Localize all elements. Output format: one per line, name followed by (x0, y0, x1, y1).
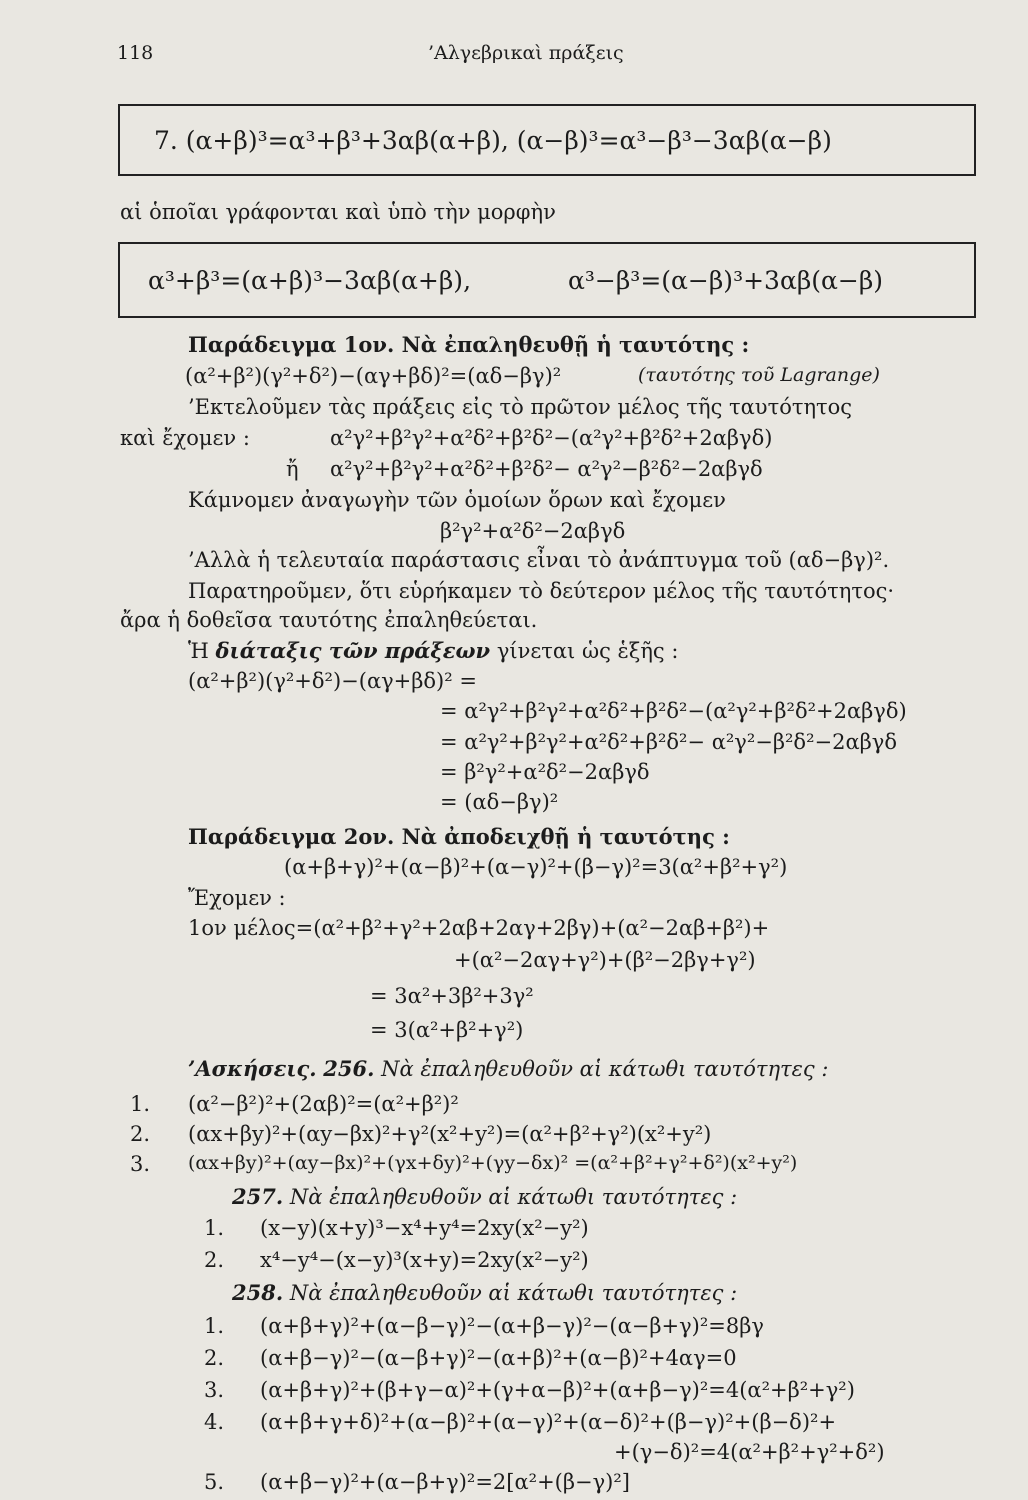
arrangement-line: (α²+β²)(γ²+δ²)−(αγ+βδ)² = (188, 669, 477, 693)
formula-box-sums (118, 242, 976, 318)
exercise-text: (x−y)(x+y)³−x⁴+y⁴=2xy(x²−y²) (260, 1216, 589, 1240)
exercise-text: (α+β+γ)²+(β+γ−α)²+(γ+α−β)²+(α+β−γ)²=4(α²+β²+γ²) (260, 1378, 855, 1402)
example1-text: καὶ ἔχομεν : (120, 426, 250, 450)
exercise-text: (α²−β²)²+(2αβ)²=(α²+β²)² (188, 1092, 459, 1116)
arrangement-intro-b: διάταξις τῶν πράξεων (215, 638, 491, 663)
exercise-number: 3. (204, 1378, 225, 1402)
exercise-text: (αx+βy)²+(αy−βx)²+γ²(x²+y²)=(α²+β²+γ²)(x²+y²) (188, 1122, 712, 1146)
page-number: 118 (117, 42, 154, 64)
example1-text: Κάμνομεν ἀναγωγὴν τῶν ὁμοίων ὅρων καὶ ἔχομεν (188, 488, 726, 512)
exercise-text: (α+β−γ)²−(α−β+γ)²−(α+β)²+(α−β)²+4αγ=0 (260, 1346, 737, 1370)
example1-text: Παρατηροῦμεν, ὅτι εὑρήκαμεν τὸ δεύτερον μέλος τῆς ταυτότητος· (188, 579, 895, 603)
example1-expression: β²γ²+α²δ²−2αβγδ (440, 519, 626, 543)
exercise-number: 1. (204, 1314, 225, 1338)
exercise-number: 4. (204, 1410, 225, 1434)
exercise-group-number: 257. (232, 1184, 284, 1209)
exercises-label: ’Ασκήσεις. (188, 1056, 317, 1081)
running-title: ’Αλγεβρικαὶ πράξεις (428, 42, 624, 64)
example1-text: ’Εκτελοῦμεν τὰς πράξεις εἰς τὸ πρῶτον μέλος τῆς ταυτότητος (188, 395, 853, 419)
formula-box-cubes (118, 104, 976, 176)
example2-line: = 3(α²+β²+γ²) (370, 1018, 524, 1042)
exercise-group-heading (232, 1186, 737, 1208)
example1-text: ἄρα ἡ δοθεῖσα ταυτότης ἐπαληθεύεται. (120, 608, 538, 632)
arrangement-line: = α²γ²+β²γ²+α²δ²+β²δ²−(α²γ²+β²δ²+2αβγδ) (440, 699, 907, 723)
arrangement-intro-a: Ἡ (188, 639, 209, 663)
formula-box-left: α³+β³=(α+β)³−3αβ(α+β), (148, 266, 472, 295)
exercise-text: (α+β+γ)²+(α−β−γ)²−(α+β−γ)²−(α−β+γ)²=8βγ (260, 1314, 764, 1338)
exercise-text: (α+β−γ)²+(α−β+γ)²=2[α²+(β−γ)²] (260, 1470, 630, 1494)
exercise-number: 1. (130, 1092, 151, 1116)
exercise-text: (α+β+γ+δ)²+(α−β)²+(α−γ)²+(α−δ)²+(β−γ)²+(β−δ)²+ (260, 1410, 837, 1434)
exercise-number: 2. (204, 1346, 225, 1370)
exercise-group-text: Νὰ ἐπαληθευθοῦν αἱ κάτωθι ταυτότητες : (289, 1185, 738, 1209)
exercise-group-number: 258. (232, 1280, 284, 1305)
exercise-group-heading (232, 1282, 737, 1304)
exercise-group-text: Νὰ ἐπαληθευθοῦν αἱ κάτωθι ταυτότητες : (289, 1281, 738, 1305)
arrangement-line: = β²γ²+α²δ²−2αβγδ (440, 760, 650, 784)
exercise-group-number: 256. (323, 1056, 375, 1081)
example1-text: ἤ (286, 457, 299, 481)
example1-heading: Παράδειγμα 1ον. Νὰ ἐπαληθευθῇ ἡ ταυτότης : (188, 332, 750, 357)
arrangement-intro-c: γίνεται ὡς ἑξῆς : (496, 639, 679, 663)
example1-identity: (α²+β²)(γ²+δ²)−(αγ+βδ)²=(αδ−βγ)² (185, 364, 562, 388)
example2-line: = 3α²+3β²+3γ² (370, 984, 534, 1008)
example2-heading: Παράδειγμα 2ον. Νὰ ἀποδειχθῇ ἡ ταυτότης : (188, 824, 730, 849)
example1-identity-note: (ταυτότης τοῦ Lagrange) (638, 364, 880, 386)
arrangement-intro (188, 640, 678, 662)
arrangement-line: = α²γ²+β²γ²+α²δ²+β²δ²− α²γ²−β²δ²−2αβγδ (440, 730, 897, 754)
formula-box-right: α³−β³=(α−β)³+3αβ(α−β) (568, 266, 884, 295)
arrangement-line: = (αδ−βγ)² (440, 790, 559, 814)
exercise-number: 3. (130, 1152, 151, 1176)
exercise-number: 1. (204, 1216, 225, 1240)
formula-box-text: 7. (α+β)³=α³+β³+3αβ(α+β), (α−β)³=α³−β³−3αβ(α−β) (154, 126, 832, 155)
example2-line: 1ον μέλος=(α²+β²+γ²+2αβ+2αγ+2βγ)+(α²−2αβ+β²)+ (188, 916, 770, 940)
exercise-text: +(γ−δ)²=4(α²+β²+γ²+δ²) (614, 1440, 885, 1464)
example1-expression: α²γ²+β²γ²+α²δ²+β²δ²− α²γ²−β²δ²−2αβγδ (330, 457, 763, 481)
exercises-heading (188, 1058, 828, 1080)
exercise-number: 5. (204, 1470, 225, 1494)
intro-line: αἱ ὁποῖαι γράφονται καὶ ὑπὸ τὴν μορφὴν (120, 200, 556, 224)
example2-identity: (α+β+γ)²+(α−β)²+(α−γ)²+(β−γ)²=3(α²+β²+γ²) (284, 855, 788, 879)
exercise-number: 2. (130, 1122, 151, 1146)
example2-line: +(α²−2αγ+γ²)+(β²−2βγ+γ²) (454, 948, 756, 972)
exercise-group-text: Νὰ ἐπαληθευθοῦν αἱ κάτωθι ταυτότητες : (381, 1057, 829, 1081)
exercise-number: 2. (204, 1248, 225, 1272)
exercise-text: x⁴−y⁴−(x−y)³(x+y)=2xy(x²−y²) (260, 1248, 589, 1272)
example2-text: Ἔχομεν : (188, 886, 286, 910)
example1-expression: α²γ²+β²γ²+α²δ²+β²δ²−(α²γ²+β²δ²+2αβγδ) (330, 426, 773, 450)
example1-text: ’Αλλὰ ἡ τελευταία παράστασις εἶναι τὸ ἀνάπτυγμα τοῦ (αδ−βγ)². (188, 548, 890, 572)
exercise-text: (αx+βy)²+(αy−βx)²+(γx+δy)²+(γy−δx)² =(α²+β²+γ²+δ²)(x²+y²) (188, 1152, 798, 1174)
